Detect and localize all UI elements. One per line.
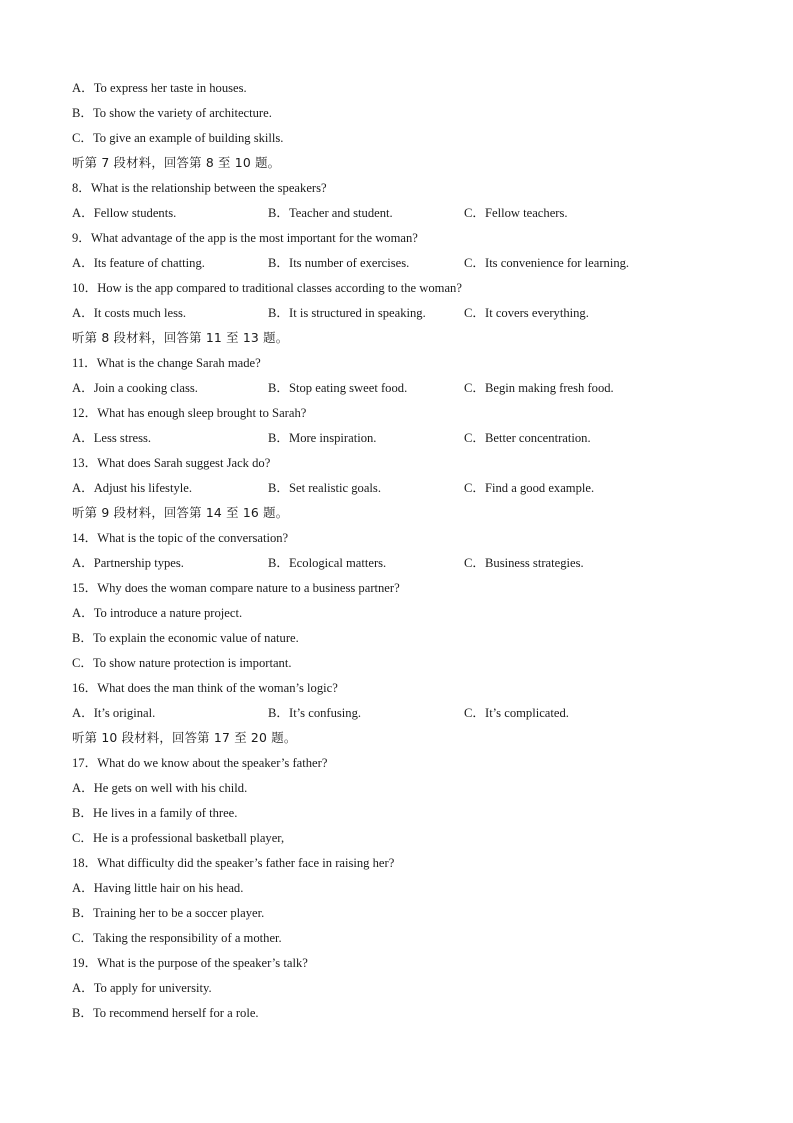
option-line: B．To explain the economic value of nature. xyxy=(72,631,299,645)
question-text: 10．How is the app compared to traditional classes according to the woman? xyxy=(72,281,462,295)
option-c: C．Business strategies. xyxy=(464,556,584,570)
option-line: C．Taking the responsibility of a mother. xyxy=(72,931,282,945)
option-line: A．Having little hair on his head. xyxy=(72,881,244,895)
question-text: 9．What advantage of the app is the most important for the woman? xyxy=(72,231,418,245)
options-row xyxy=(72,204,732,229)
section-heading: 听第 10 段材料，回答第 17 至 20 题。 xyxy=(72,730,297,745)
option-line: C．To give an example of building skills. xyxy=(72,131,284,145)
option-b: B．Set realistic goals. xyxy=(268,481,381,495)
option-b: B．Ecological matters. xyxy=(268,556,387,570)
option-line: C．To show nature protection is important. xyxy=(72,656,292,670)
section-heading: 听第 8 段材料，回答第 11 至 13 题。 xyxy=(72,330,289,345)
option-b: B．Its number of exercises. xyxy=(268,256,410,270)
option-line: A．To express her taste in houses. xyxy=(72,81,247,95)
option-line: C．He is a professional basketball player, xyxy=(72,831,285,845)
option-line: B．To recommend herself for a role. xyxy=(72,1006,259,1020)
option-a: A．Less stress. xyxy=(72,431,152,445)
option-a: A．It’s original. xyxy=(72,706,156,720)
option-a: A．Its feature of chatting. xyxy=(72,256,205,270)
exam-page xyxy=(72,79,732,1029)
option-a: A．Partnership types. xyxy=(72,556,184,570)
option-a: A．Fellow students. xyxy=(72,206,177,220)
option-line: B．He lives in a family of three. xyxy=(72,806,238,820)
question-text: 19．What is the purpose of the speaker’s talk? xyxy=(72,956,308,970)
option-b: B．It is structured in speaking. xyxy=(268,306,426,320)
question-text: 14．What is the topic of the conversation? xyxy=(72,531,289,545)
option-c: C．It covers everything. xyxy=(464,306,589,320)
question-text: 16．What does the man think of the woman’s logic? xyxy=(72,681,338,695)
option-line: B．To show the variety of architecture. xyxy=(72,106,272,120)
option-c: C．Better concentration. xyxy=(464,431,591,445)
options-row xyxy=(72,379,732,404)
options-row xyxy=(72,704,732,729)
question-text: 12．What has enough sleep brought to Sarah? xyxy=(72,406,307,420)
option-b: B．It’s confusing. xyxy=(268,706,362,720)
option-line: B．Training her to be a soccer player. xyxy=(72,906,265,920)
option-a: A．Adjust his lifestyle. xyxy=(72,481,192,495)
options-row xyxy=(72,479,732,504)
option-c: C．Fellow teachers. xyxy=(464,206,568,220)
option-a: A．Join a cooking class. xyxy=(72,381,198,395)
option-b: B．Stop eating sweet food. xyxy=(268,381,408,395)
question-text: 15．Why does the woman compare nature to a business partner? xyxy=(72,581,400,595)
option-b: B．Teacher and student. xyxy=(268,206,393,220)
question-text: 13．What does Sarah suggest Jack do? xyxy=(72,456,271,470)
options-row xyxy=(72,554,732,579)
option-line: A．To introduce a nature project. xyxy=(72,606,243,620)
section-heading: 听第 7 段材料，回答第 8 至 10 题。 xyxy=(72,155,281,170)
option-c: C．Begin making fresh food. xyxy=(464,381,614,395)
option-b: B．More inspiration. xyxy=(268,431,377,445)
question-text: 11．What is the change Sarah made? xyxy=(72,356,261,370)
option-line: A．To apply for university. xyxy=(72,981,212,995)
option-line: A．He gets on well with his child. xyxy=(72,781,248,795)
options-row xyxy=(72,254,732,279)
options-row xyxy=(72,429,732,454)
question-text: 8．What is the relationship between the speakers? xyxy=(72,181,327,195)
option-c: C．It’s complicated. xyxy=(464,706,569,720)
question-text: 17．What do we know about the speaker’s father? xyxy=(72,756,328,770)
option-c: C．Find a good example. xyxy=(464,481,595,495)
option-c: C．Its convenience for learning. xyxy=(464,256,630,270)
question-text: 18．What difficulty did the speaker’s father face in raising her? xyxy=(72,856,395,870)
options-row xyxy=(72,304,732,329)
option-a: A．It costs much less. xyxy=(72,306,187,320)
section-heading: 听第 9 段材料，回答第 14 至 16 题。 xyxy=(72,505,289,520)
